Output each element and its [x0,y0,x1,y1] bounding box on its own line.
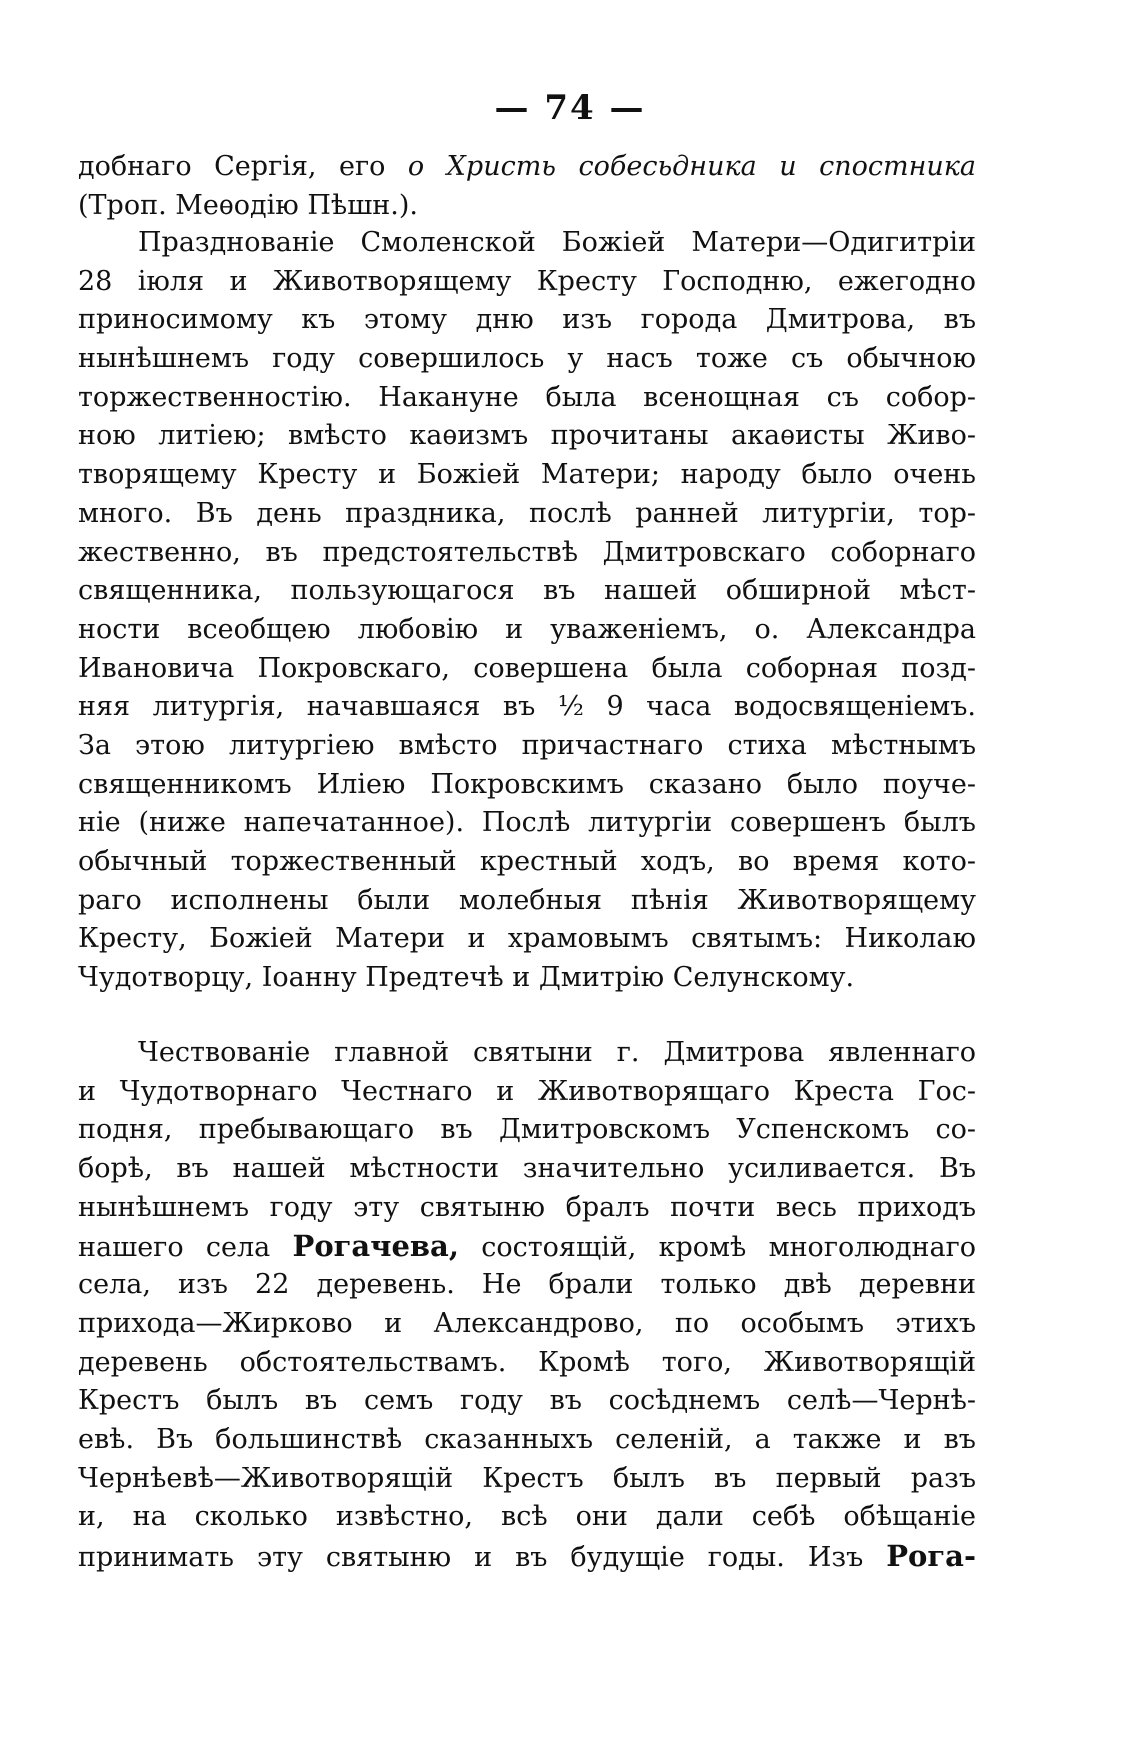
text-line: Крестъ былъ въ семъ году въ сосѣднемъ селѣ—Чернѣ- [78,1385,976,1417]
text-line: Ивановича Покровскаго, совершена была соборная позд- [78,652,976,684]
text-line: нынѣшнемъ году эту святыню бралъ почти весь приходъ [78,1191,976,1223]
text-span: состоящій, кромѣ многолюднаго [458,1232,976,1264]
text-line: торжественностію. Накануне была всенощная съ собор- [78,381,976,413]
text-line: раго исполнены были молебныя пѣнія Животворящему [78,884,976,916]
village-name: Рогачева, [292,1229,459,1264]
text-line: (Троп. Меѳодію Пѣшн.). [78,189,419,221]
text-line: подня, пребывающаго въ Дмитровскомъ Успенскомъ со- [78,1114,976,1146]
text-span: добнаго Сергія, его [78,151,408,182]
text-line: села, изъ 22 деревень. Не брали только двѣ деревни [78,1269,976,1301]
text-line: За этою литургіею вмѣсто причастнаго стиха мѣстнымъ [78,729,976,761]
text-line: ніе (ниже напечатанное). Послѣ литургіи совершенъ былъ [78,807,976,839]
text-line: обычный торжественный крестный ходъ, во время кото- [78,846,976,877]
village-name: Рога- [886,1538,976,1573]
text-line: няя литургія, начавшаяся въ ½ 9 часа водосвященіемъ. [78,691,976,723]
text-line: много. Въ день праздника, послѣ ранней литургіи, тор- [78,497,976,529]
italic-quote: о Христь собесьдника и спостника [407,151,977,182]
text-line: прихода—Жирково и Александрово, по особымъ этихъ [78,1307,976,1339]
paragraph-continuation [78,148,976,225]
text-line: Кресту, Божіей Матери и храмовымъ святымъ: Николаю [78,923,976,955]
text-line: 28 іюля и Животворящему Кресту Господню, ежегодно [78,265,976,297]
text-line: и Чудотворнаго Честнаго и Животворящаго Креста Гос- [78,1075,976,1107]
text-line: ности всеобщею любовію и уваженіемъ, о. Александра [78,613,976,645]
text-line: Празднованіе Смоленской Божіей Матери—Одигитріи [138,227,976,258]
text-line: и, на сколько извѣстно, всѣ они дали себѣ обѣщаніе [78,1501,976,1533]
text-line: приносимому къ этому дню изъ города Дмитрова, въ [78,304,976,336]
text-line [78,148,976,187]
paragraph-veneration [78,1034,976,1576]
page-number: — 74 — [494,88,646,128]
text-line: Чудотворцу, Іоанну Предтечѣ и Дмитрію Селунскому. [78,962,855,994]
text-line: Чернѣевѣ—Животворящій Крестъ былъ въ первый разъ [78,1462,976,1494]
paragraph-celebration [78,224,976,998]
text-line: борѣ, въ нашей мѣстности значительно усиливается. Въ [78,1153,976,1185]
text-line: жественно, въ предстоятельствѣ Дмитровскаго соборнаго [78,536,976,568]
text-line: священника, пользующагося въ нашей обширной мѣст- [78,575,976,607]
text-line: Чествованіе главной святыни г. Дмитрова явленнаго [138,1037,976,1068]
text-line: евѣ. Въ большинствѣ сказанныхъ селеній, а также и въ [78,1423,976,1455]
text-line: нынѣшнемъ году совершилось у насъ тоже съ обычною [78,343,976,375]
text-line: деревень обстоятельствамъ. Кромѣ того, Животворящій [78,1346,976,1378]
text-line: творящему Кресту и Божіей Матери; народу было очень [78,459,976,491]
text-span: нашего села [78,1232,293,1264]
text-line [78,1227,976,1266]
text-line: ною литіею; вмѣсто каѳизмъ прочитаны акаѳисты Живо- [78,420,976,452]
text-line [78,1537,976,1576]
text-line: священникомъ Иліею Покровскимъ сказано было поуче- [78,768,976,800]
text-span: принимать эту святыню и въ будущіе годы. Изъ [78,1541,887,1573]
